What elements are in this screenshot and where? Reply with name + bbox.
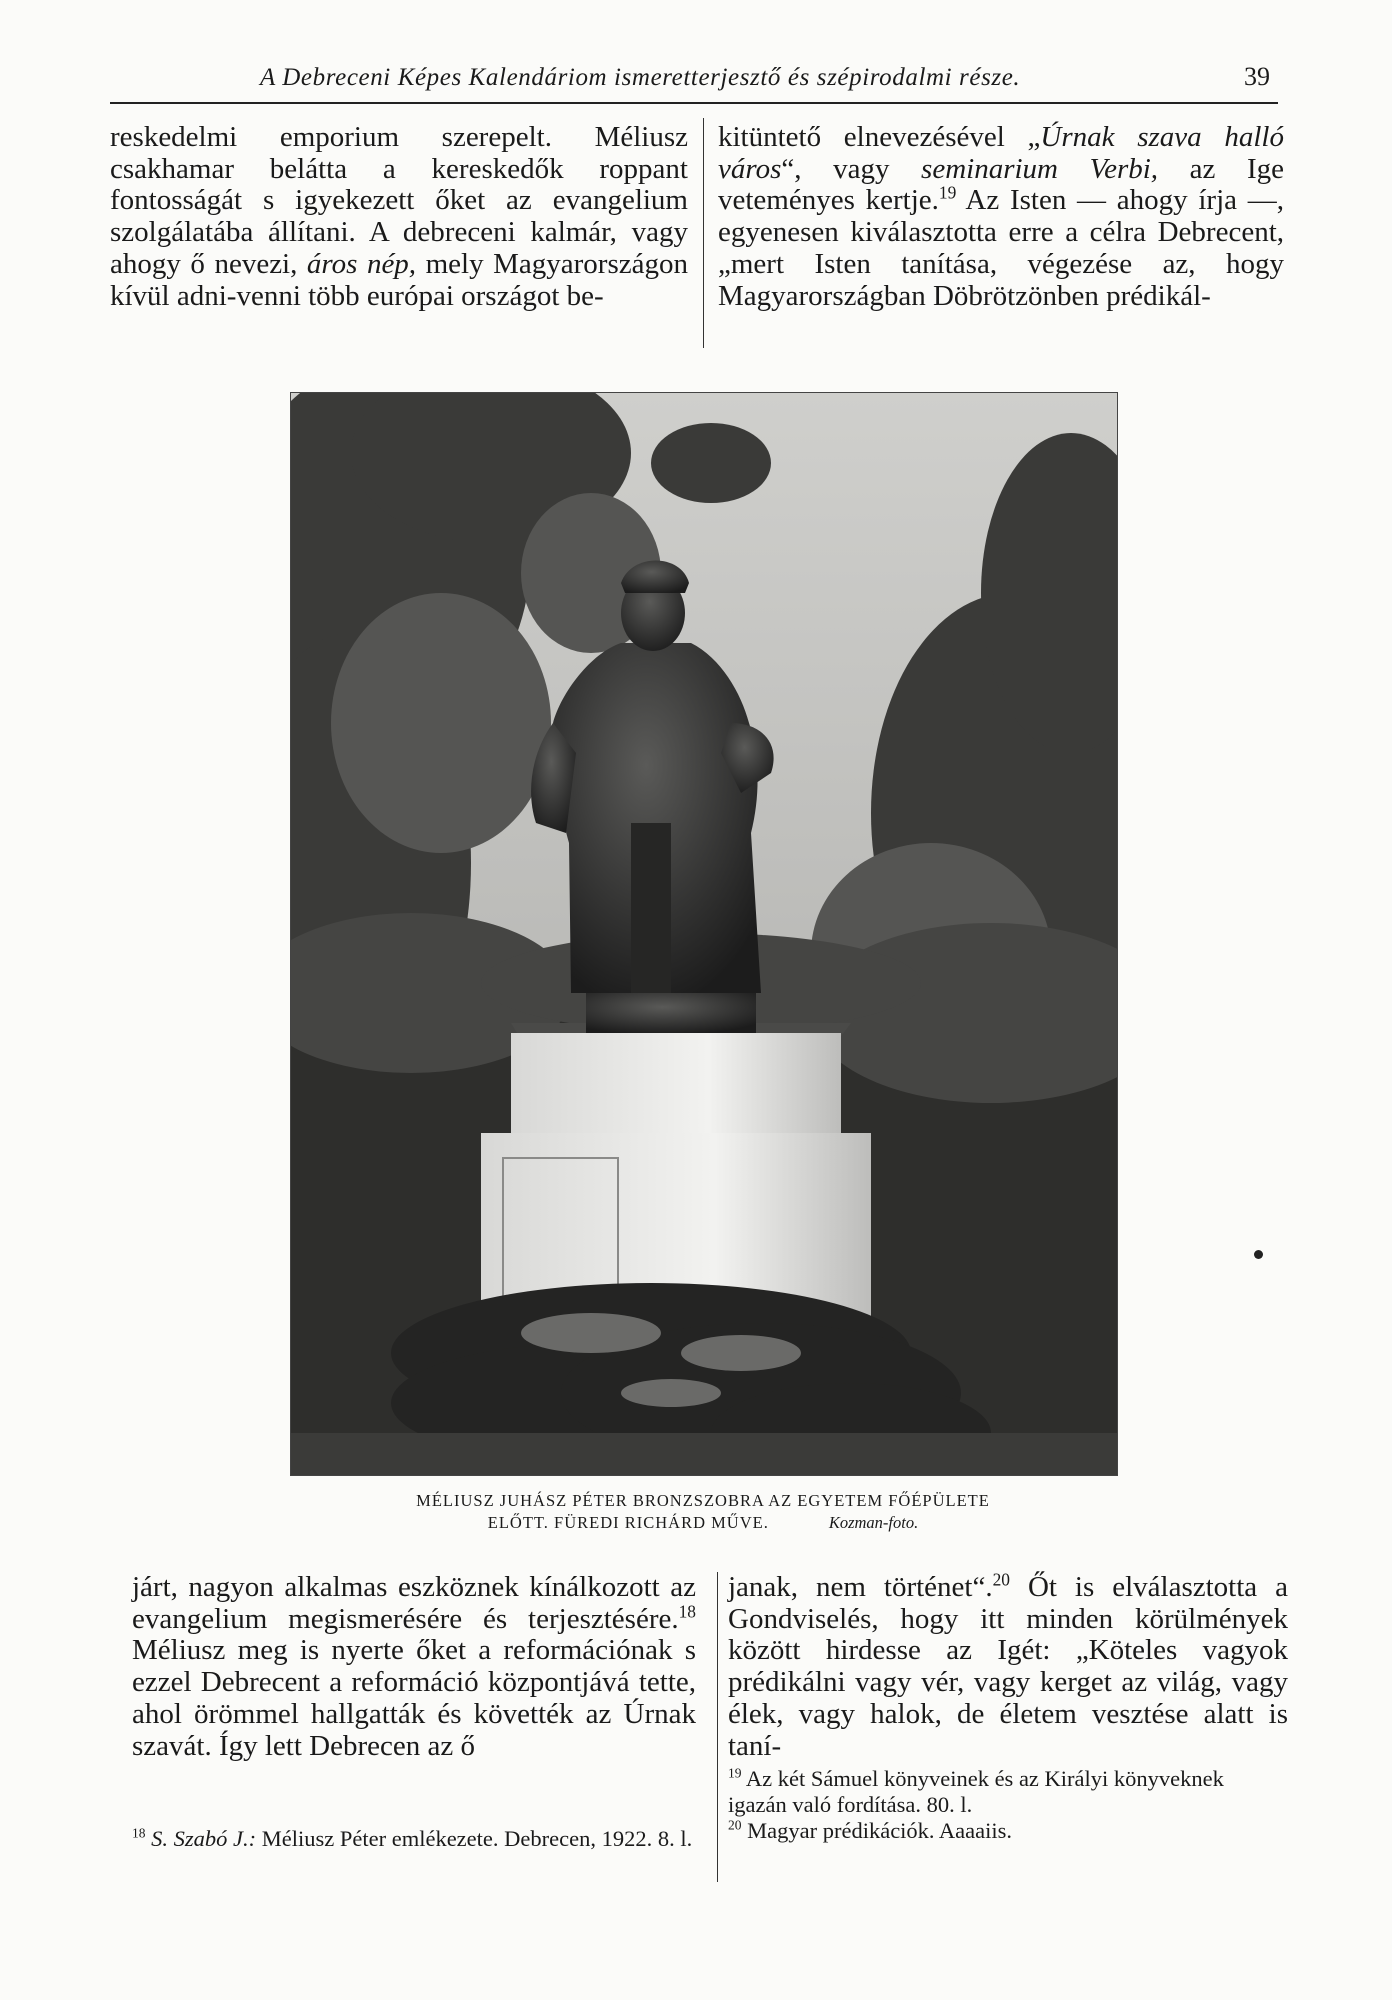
paragraph: kitüntető elnevezésével „Úrnak szava halló város“, vagy seminarium Verbi, az Ige veteményes kertje.$^{19}$ Az Isten — ahogy írja —, egyenesen kiválasztotta erre a célra Debrecent, „mert Isten tanítása, végezése az, hogy Magyarországban Döbrötzönben prédikál- — [718, 121, 1284, 312]
page-number: 39 — [1244, 62, 1270, 91]
footnote-20: $^{20}$ Magyar prédikációk. Aaaaiis. — [728, 1817, 1013, 1843]
lower-left-column — [132, 1572, 696, 1762]
footnote-19: $^{19}$ Az két Sámuel könyveinek és az Királyi könyveknek igazán való fordítása. 80. l. — [728, 1765, 1224, 1817]
column-divider — [703, 118, 704, 348]
paragraph: janak, nem történet“.$^{20}$ Őt is elválasztotta a Gondviselés, hogy itt minden körülmények között hirdesse az Igét: „Köteles vagyok prédikálni vagy vér, vagy kerget az világ, vagy élek, vagy halok, de életem vesztése alatt is taní- — [728, 1569, 1288, 1762]
upper-right-column — [718, 122, 1284, 312]
statue-photo-illustration — [291, 393, 1117, 1475]
page-header — [110, 62, 1278, 104]
footnote-ref: 18 — [678, 1601, 696, 1622]
caption-line-2: ELŐTT. FÜREDI RICHÁRD MŰVE. Kozman-foto. — [487, 1513, 919, 1532]
running-title: A Debreceni Képes Kalendáriom ismeretterjesztő és szépirodalmi része. — [260, 64, 1021, 91]
lower-right-column — [728, 1569, 1288, 1762]
photo-credit: Kozman-foto. — [828, 1513, 919, 1532]
paragraph: reskedelmi emporium szerepelt. Méliusz csakhamar belátta a kereskedők roppant fontosságát s igyekezett őket az evangelium szolgálatába állítani. A debreceni kalmár, vagy ahogy ő nevezi, áros nép, mely Magyarországon kívül adni-venni több európai országot be- — [110, 121, 688, 312]
footnote-ref: 19 — [938, 182, 957, 203]
ink-dot — [1254, 1250, 1263, 1259]
upper-left-column — [110, 122, 688, 312]
footnotes-right — [728, 1766, 1288, 1844]
caption-line-1: MÉLIUSZ JUHÁSZ PÉTER BRONZSZOBRA AZ EGYETEM FŐÉPÜLETE — [416, 1491, 990, 1510]
statue-photograph — [290, 392, 1118, 1476]
footnote-18: $^{18}$ S. Szabó J.: Méliusz Péter emlékezete. Debrecen, 1922. 8. l. — [132, 1825, 693, 1851]
photo-caption — [290, 1490, 1116, 1534]
footnote-ref: 20 — [992, 1569, 1010, 1590]
column-divider — [717, 1572, 718, 1882]
paragraph: járt, nagyon alkalmas eszköznek kínálkozott az evangelium megismerésére és terjesztésére.$^{18}$ Méliusz meg is nyerte őket a reformációnak s ezzel Debrecent a reformáció központjává tette, ahol örömmel hallgatták és követték az Úrnak szavát. Így lett Debrecen az ő — [132, 1571, 696, 1762]
